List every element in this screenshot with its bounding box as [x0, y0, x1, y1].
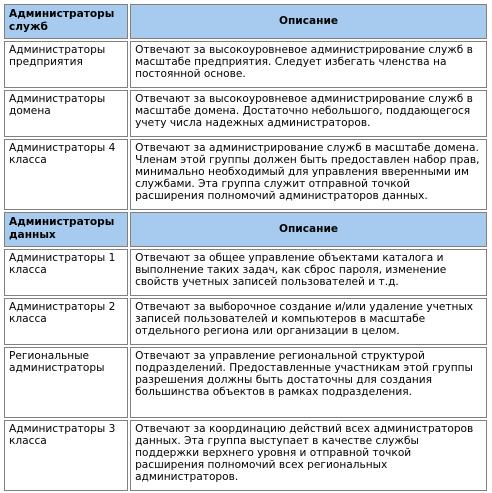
table-row: [4, 420, 487, 491]
group-description-cell: Отвечают за администрирование служб в масштабе домена. Членам этой группы должен быть предоставлен набор прав, минимально необходимый для управления вверенными им службами. Эта группа служит отправной точкой расширения полномочий администраторов данных.: [130, 139, 487, 210]
table-row: [4, 139, 487, 210]
group-name-cell: Администраторы 2 класса: [4, 298, 128, 345]
group-name-cell: Администраторы 3 класса: [4, 420, 128, 491]
data-admins-header-row: [4, 212, 487, 247]
group-description-cell: Отвечают за высокоуровневое администрирование служб в масштабе предприятия. Следует избегать членства на постоянной основе.: [130, 41, 487, 88]
group-description-cell: Отвечают за выборочное создание и/или удаление учетных записей пользователей и компьютеров в масштабе отдельного региона или организации в целом.: [130, 298, 487, 345]
group-name-cell: Администраторы 4 класса: [4, 139, 128, 210]
group-description-cell: Отвечают за координацию действий всех администраторов данных. Эта группа выступает в качестве службы поддержки верхнего уровня и отправной точкой расширения полномочий всех региональных администраторов.: [130, 420, 487, 491]
table-row: [4, 298, 487, 345]
data-admins-description-header: Описание: [130, 212, 487, 247]
table-row: [4, 347, 487, 418]
group-description-cell: Отвечают за управление региональной структурой подразделений. Предоставленные участникам этой группы разрешения должны быть достаточны для создания большинства объектов в рамках подразделения.: [130, 347, 487, 418]
admin-groups-table: [2, 2, 489, 493]
group-name-cell: Администраторы 1 класса: [4, 249, 128, 296]
service-admins-header-row: [4, 4, 487, 39]
service-admins-header: Администраторы служб: [4, 4, 128, 39]
service-admins-description-header: Описание: [130, 4, 487, 39]
group-name-cell: Администраторы домена: [4, 90, 128, 137]
group-description-cell: Отвечают за общее управление объектами каталога и выполнение таких задач, как сброс пароля, изменение свойств учетных записей пользователей и т.д.: [130, 249, 487, 296]
data-admins-header: Администраторы данных: [4, 212, 128, 247]
table-row: [4, 41, 487, 88]
table-row: [4, 90, 487, 137]
group-description-cell: Отвечают за высокоуровневое администрирование служб в масштабе домена. Достаточно небольшого, поддающегося учету числа надежных администраторов.: [130, 90, 487, 137]
group-name-cell: Региональные администраторы: [4, 347, 128, 418]
group-name-cell: Администраторы предприятия: [4, 41, 128, 88]
table-row: [4, 249, 487, 296]
